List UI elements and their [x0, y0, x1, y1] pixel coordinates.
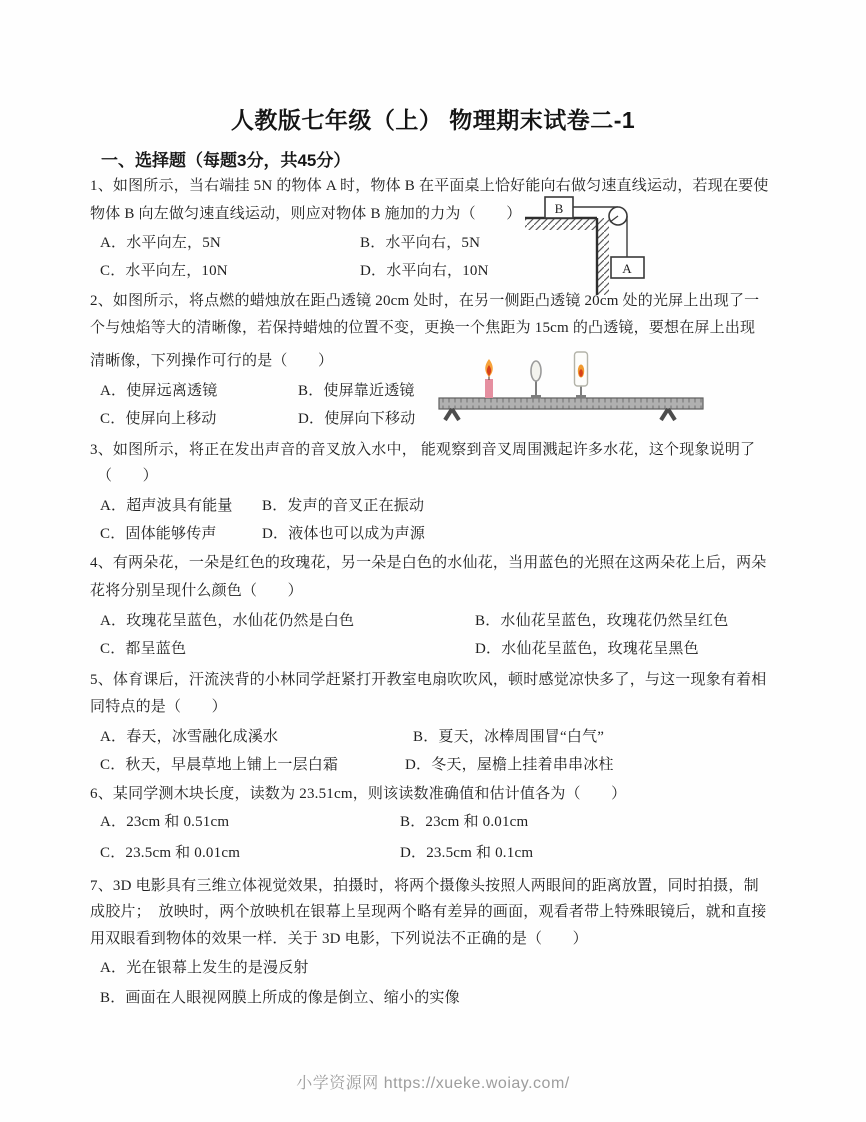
- q1-option-c: C．水平向左，10N: [100, 263, 228, 279]
- q1-option-b: B．水平向右，5N: [360, 235, 481, 251]
- section-header: 一、选择题（每题3分，共45分）: [101, 151, 351, 170]
- q5-option-d: D．冬天，屋檐上挂着串串冰柱: [405, 757, 614, 773]
- q6-option-c: C．23.5cm 和 0.01cm: [100, 845, 241, 861]
- site-watermark: 小学资源网 https://xueke.woiay.com/: [296, 1075, 570, 1092]
- q3-line-1: 3、如图所示，将正在发出声音的音叉放入水中， 能观察到音叉周围溅起许多水花，这个现象说明了: [90, 442, 756, 458]
- q5-option-c: C．秋天，早晨草地上铺上一层白霜: [100, 757, 339, 773]
- q2-line-1: 2、如图所示，将点燃的蜡烛放在距凸透镜 20cm 处时，在另一侧距凸透镜 20cm 处的光屏上出现了一: [90, 293, 760, 309]
- block-a-label: A: [622, 261, 632, 276]
- q5-option-b: B．夏天，冰棒周围冒“白气”: [413, 729, 605, 745]
- q4-line-2: 花将分别呈现什么颜色（ ）: [90, 583, 303, 599]
- q1-option-d: D．水平向右，10N: [360, 263, 489, 279]
- q3-option-b: B．发声的音叉正在振动: [262, 498, 425, 514]
- q2-option-a: A．使屏远离透镜: [100, 383, 218, 399]
- block-b-label: B: [554, 201, 564, 216]
- q2-line-3: 清晰像，下列操作可行的是（ ）: [90, 353, 334, 369]
- pulley-icon: [609, 207, 627, 225]
- screen-icon: [575, 352, 588, 399]
- q2-option-b: B．使屏靠近透镜: [298, 383, 415, 399]
- q6-option-d: D．23.5cm 和 0.1cm: [400, 845, 534, 861]
- q7-line-2: 成胶片； 放映时，两个放映机在银幕上呈现两个略有差异的画面，观看者带上特殊眼镜后，就和直接: [90, 904, 767, 920]
- candle-icon: [485, 359, 493, 398]
- q4-option-c: C．都呈蓝色: [100, 641, 187, 657]
- q3-option-a: A．超声波具有能量: [100, 498, 233, 514]
- q5-line-1: 5、体育课后，汗流浃背的小林同学赶紧打开教室电扇吹吹风，顿时感觉凉快多了，与这一现象有着相: [90, 672, 767, 688]
- q6-line-1: 6、某同学测木块长度，读数为 23.51cm，则该读数准确值和估计值各为（ ）: [90, 786, 627, 802]
- q1-line-2: 物体 B 向左做匀速直线运动，则应对物体 B 施加的力为（ ）: [90, 206, 522, 222]
- table-icon: [525, 218, 609, 295]
- q6-option-a: A．23cm 和 0.51cm: [100, 814, 230, 830]
- q2-line-2: 个与烛焰等大的清晰像，若保持蜡烛的位置不变，更换一个焦距为 15cm 的凸透镜，要想在屏上出现: [90, 320, 756, 336]
- bench-left-foot: [445, 409, 459, 420]
- bench-right-foot: [661, 409, 675, 420]
- q1-option-a: A．水平向左，5N: [100, 235, 221, 251]
- q1-pulley-table-figure: [520, 190, 700, 298]
- q3-line-2: （ ）: [97, 468, 158, 484]
- q6-option-b: B．23cm 和 0.01cm: [400, 814, 529, 830]
- block-a: [611, 257, 644, 278]
- q7-line-3: 用双眼看到物体的效果一样．关于 3D 电影，下列说法不正确的是（ ）: [90, 931, 588, 947]
- q5-line-2: 同特点的是（ ）: [90, 699, 227, 715]
- q2-optical-bench-figure: [435, 349, 707, 423]
- lens-icon: [531, 361, 541, 399]
- q7-option-b: B．画面在人眼视网膜上所成的像是倒立、缩小的实像: [100, 990, 460, 1006]
- q3-option-d: D．液体也可以成为声源: [262, 526, 426, 542]
- q5-option-a: A．春天，冰雪融化成溪水: [100, 729, 279, 745]
- q4-line-1: 4、有两朵花，一朵是红色的玫瑰花，另一朵是白色的水仙花，当用蓝色的光照在这两朵花上后，两朵: [90, 555, 767, 571]
- optical-bench-icon: [439, 398, 703, 420]
- q2-option-c: C．使屏向上移动: [100, 411, 217, 427]
- q4-option-d: D．水仙花呈蓝色，玫瑰花呈黑色: [475, 641, 699, 657]
- exam-title: 人教版七年级（上） 物理期末试卷二-1: [230, 107, 636, 133]
- block-b: [545, 197, 573, 218]
- q7-option-a: A．光在银幕上发生的是漫反射: [100, 960, 309, 976]
- q7-line-1: 7、3D 电影具有三维立体视觉效果，拍摄时，将两个摄像头按照人两眼间的距离放置，同时拍摄，制: [90, 878, 759, 894]
- q2-option-d: D．使屏向下移动: [298, 411, 416, 427]
- q1-line-1: 1、如图所示，当右端挂 5N 的物体 A 时，物体 B 在平面桌上恰好能向右做匀速直线运动，若现在要使: [90, 178, 769, 194]
- q3-option-c: C．固体能够传声: [100, 526, 217, 542]
- q4-option-b: B．水仙花呈蓝色，玫瑰花仍然呈红色: [475, 613, 729, 629]
- q4-option-a: A．玫瑰花呈蓝色，水仙花仍然是白色: [100, 613, 355, 629]
